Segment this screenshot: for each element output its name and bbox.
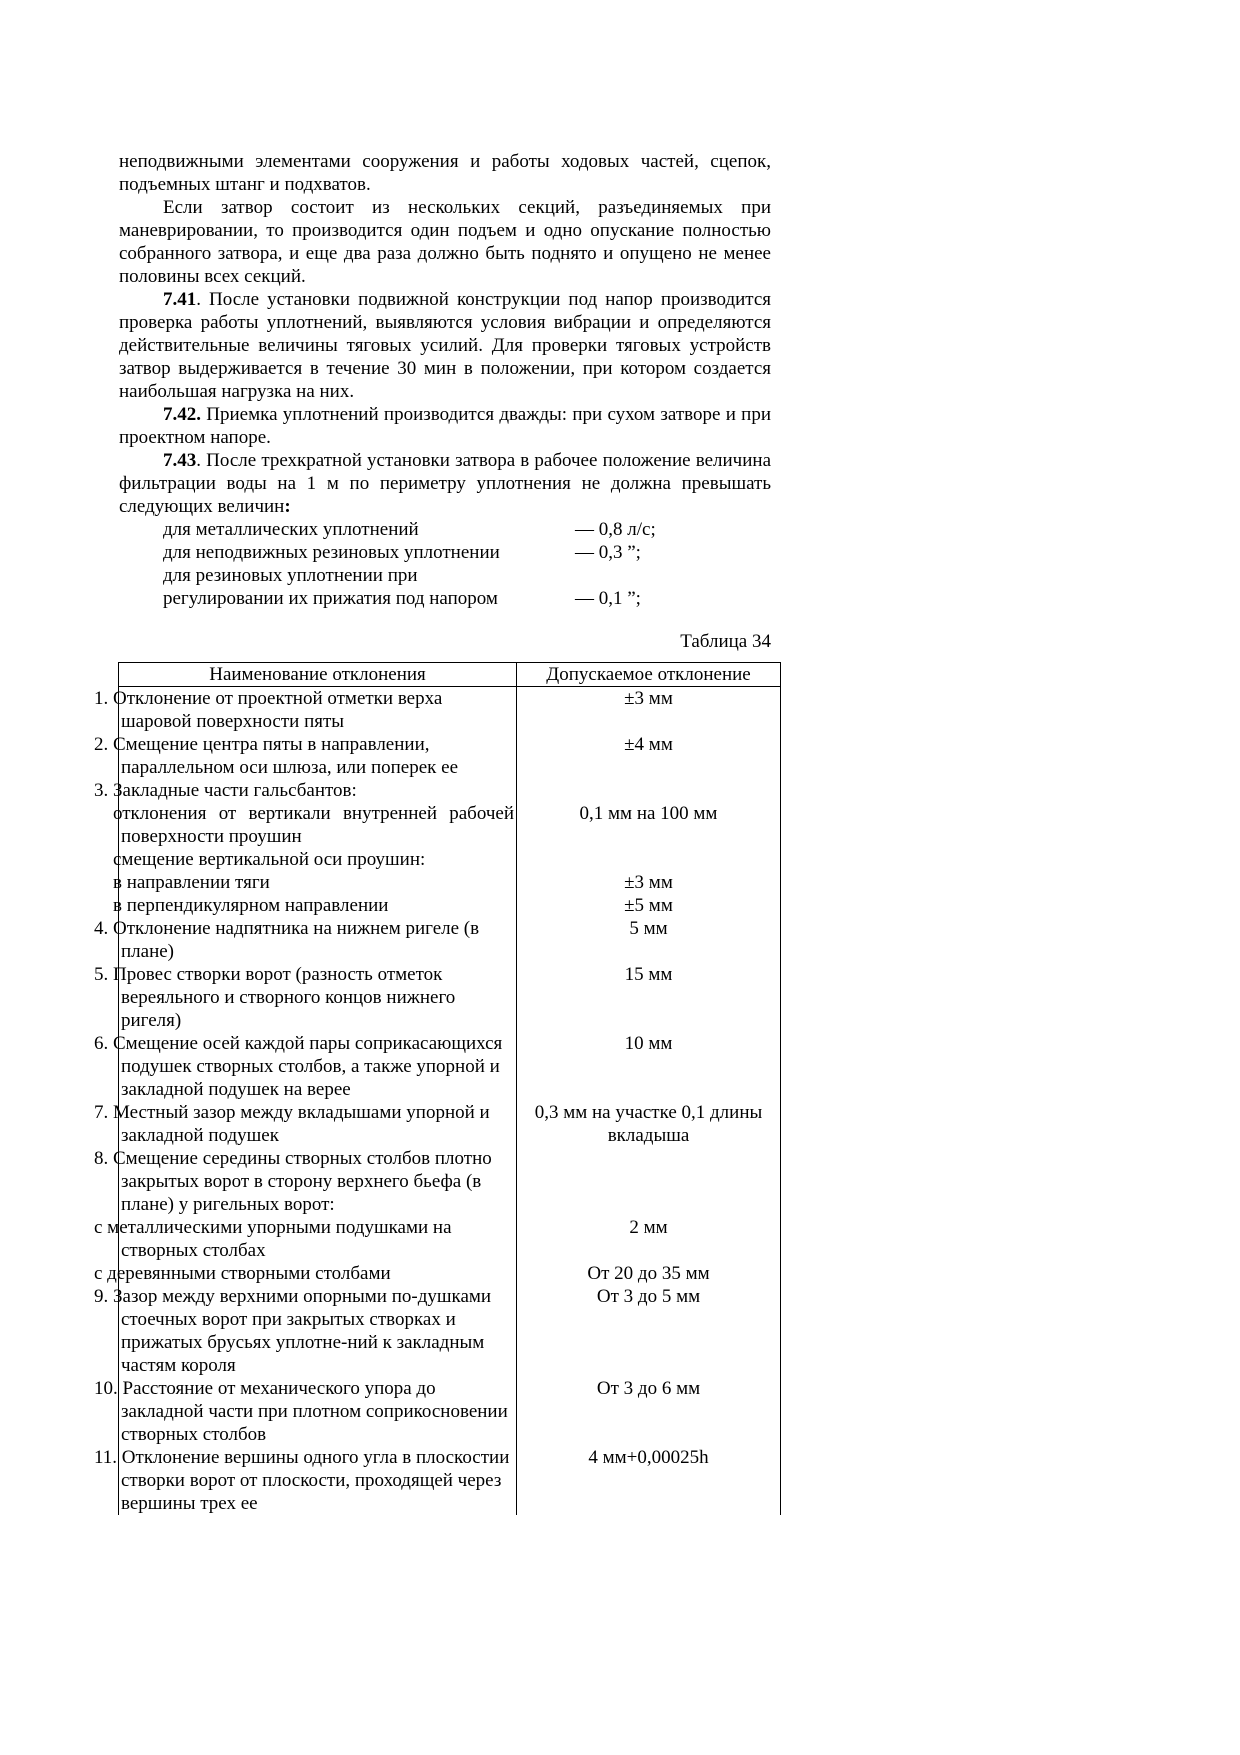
limit-name: для неподвижных резиновых уплотнении [163,542,500,563]
limit-row [163,564,771,587]
table-row [119,802,781,848]
limit-name: для металлических уплотнений [163,519,419,540]
deviation-name: 4. Отклонение надпятника на нижнем ригеле (в плане) [119,917,517,963]
deviation-name: 3. Закладные части гальсбантов: [119,779,517,802]
deviation-value: 10 мм [517,1032,781,1101]
deviation-value: ±3 мм [517,687,781,734]
clause-colon: : [284,496,291,517]
deviation-name: 6. Смещение осей каждой пары соприкасающихся подушек створных столбов, а также упорной и закладной подушек на верее [119,1032,517,1101]
table-row [119,1446,781,1515]
deviation-value: От 20 до 35 мм [517,1262,781,1285]
deviation-name: 1. Отклонение от проектной отметки верха шаровой поверхности пяты [119,687,517,734]
deviation-name: в перпендикулярном направлении [119,894,517,917]
paragraph-7-41 [119,288,771,403]
table-row [119,1032,781,1101]
clause-text: Приемка уплотнений производится дважды: при сухом затворе и при проектном напоре. [119,404,771,448]
filtration-limits [119,518,771,610]
body-text [119,150,771,610]
deviation-value: ±4 мм [517,733,781,779]
table-row [119,894,781,917]
paragraph-7-42 [119,403,771,449]
table-row [119,1216,781,1262]
deviation-name: 5. Провес створки ворот (разность отметок вереяльного и створного концов нижнего ригеля) [119,963,517,1032]
deviation-name: 11. Отклонение вершины одного угла в плоскостии створки ворот от плоскости, проходящей через вершины трех ее [119,1446,517,1515]
header-deviation-name: Наименование отклонения [119,663,517,687]
table-row [119,871,781,894]
deviation-name: 2. Смещение центра пяты в направлении, параллельном оси шлюза, или поперек ее [119,733,517,779]
table-header-row [119,663,781,687]
table-row [119,963,781,1032]
limit-value: — 0,8 л/с; [575,519,656,540]
deviation-value: ±3 мм [517,871,781,894]
table-title: Таблица 34 [680,631,771,652]
deviation-value: 5 мм [517,917,781,963]
deviation-value: 4 мм+0,00025h [517,1446,781,1515]
table-row [119,917,781,963]
table-row [119,779,781,802]
deviation-name: в направлении тяги [119,871,517,894]
limit-value: — 0,1 ”; [575,588,641,609]
table-row [119,733,781,779]
clause-text: . После трехкратной установки затвора в рабочее положение величина фильтрации воды на 1 м по периметру уплотнения не должна превышать следующих величин [119,450,771,517]
table-row [119,1377,781,1446]
deviation-name: отклонения от вертикали внутренней рабочей поверхности проушин [119,802,517,848]
limit-row [163,518,771,541]
deviation-value: 15 мм [517,963,781,1032]
limit-row [163,541,771,564]
deviation-value: От 3 до 6 мм [517,1377,781,1446]
deviation-table [94,662,781,1515]
deviation-name: 9. Зазор между верхними опорными по-душками стоечных ворот при закрытых створках и прижатых брусьях уплотне-ний к закладным частям короля [119,1285,517,1377]
deviation-value: От 3 до 5 мм [517,1285,781,1377]
deviation-name: 10. Расстояние от механического упора до закладной части при плотном соприкосновении створных столбов [119,1377,517,1446]
deviation-name: 7. Местный зазор между вкладышами упорной и закладной подушек [119,1101,517,1147]
table-row [119,1285,781,1377]
clause-number: 7.42. [163,404,201,425]
deviation-name: 8. Смещение середины створных столбов плотно закрытых ворот в сторону верхнего бьефа (в плане) у ригельных ворот: [119,1147,517,1216]
paragraph-continuation: неподвижными элементами сооружения и работы ходовых частей, сцепок, подъемных штанг и подхватов. [119,151,771,195]
clause-text: . После установки подвижной конструкции под напор производится проверка работы уплотнений, выявляются условия вибрации и определяются действительные величины тяговых усилий. Для проверки тяговых устройств затвор выдерживается в течение 30 мин в положении, при котором создается наибольшая нагрузка на них. [119,289,771,402]
header-allowed-deviation: Допускаемое отклонение [517,663,781,687]
table-row [119,1262,781,1285]
paragraph-sections: Если затвор состоит из нескольких секций, разъединяемых при маневрировании, то производится один подъем и одно опускание полностью собранного затвора, и еще два раза должно быть поднято и опущено не менее половины всех секций. [119,197,771,287]
limit-value: — 0,3 ”; [575,542,641,563]
deviation-value: ±5 мм [517,894,781,917]
deviation-value: 0,3 мм на участке 0,1 длины вкладыша [517,1101,781,1147]
table-row [119,1101,781,1147]
table-row [119,687,781,734]
clause-number: 7.41 [163,289,197,310]
deviation-value [517,779,781,802]
deviation-name: смещение вертикальной оси проушин: [119,848,517,871]
deviation-name: с металлическими упорными подушками на створных столбах [119,1216,517,1262]
deviation-name: с деревянными створными столбами [119,1262,517,1285]
paragraph-7-43 [119,449,771,518]
deviation-value [517,848,781,871]
deviation-value: 0,1 мм на 100 мм [517,802,781,848]
deviation-value [517,1147,781,1216]
limit-name: для резиновых уплотнении при [163,565,418,586]
limit-row [163,587,771,610]
limit-name: регулировании их прижатия под напором [163,588,498,609]
table-row [119,848,781,871]
deviation-value: 2 мм [517,1216,781,1262]
clause-number: 7.43 [163,450,197,471]
table-row [119,1147,781,1216]
